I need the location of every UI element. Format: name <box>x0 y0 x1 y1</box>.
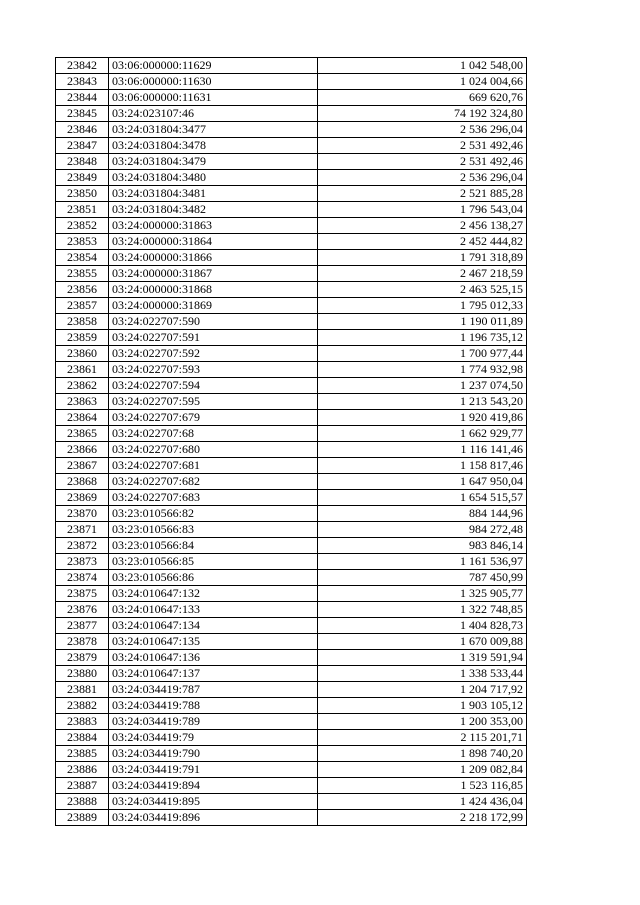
cadastral-number-cell: 03:23:010566:84 <box>109 538 318 554</box>
row-number-cell: 23868 <box>56 474 109 490</box>
table-row <box>56 570 527 586</box>
value-cell: 1 116 141,46 <box>318 442 527 458</box>
cadastral-value-table <box>55 57 527 826</box>
table-row <box>56 250 527 266</box>
row-number-cell: 23843 <box>56 74 109 90</box>
table-row <box>56 266 527 282</box>
value-cell: 1 774 932,98 <box>318 362 527 378</box>
value-cell: 1 903 105,12 <box>318 698 527 714</box>
value-cell: 1 338 533,44 <box>318 666 527 682</box>
table-row <box>56 522 527 538</box>
cadastral-number-cell: 03:24:034419:787 <box>109 682 318 698</box>
table-row <box>56 202 527 218</box>
row-number-cell: 23873 <box>56 554 109 570</box>
table-row <box>56 362 527 378</box>
row-number-cell: 23866 <box>56 442 109 458</box>
value-cell: 884 144,96 <box>318 506 527 522</box>
row-number-cell: 23881 <box>56 682 109 698</box>
value-cell: 2 115 201,71 <box>318 730 527 746</box>
table-row <box>56 538 527 554</box>
row-number-cell: 23878 <box>56 634 109 650</box>
row-number-cell: 23848 <box>56 154 109 170</box>
cadastral-number-cell: 03:23:010566:85 <box>109 554 318 570</box>
value-cell: 1 670 009,88 <box>318 634 527 650</box>
cadastral-number-cell: 03:24:031804:3482 <box>109 202 318 218</box>
row-number-cell: 23875 <box>56 586 109 602</box>
value-cell: 1 161 536,97 <box>318 554 527 570</box>
table-row <box>56 442 527 458</box>
row-number-cell: 23854 <box>56 250 109 266</box>
row-number-cell: 23855 <box>56 266 109 282</box>
table-row <box>56 650 527 666</box>
row-number-cell: 23862 <box>56 378 109 394</box>
value-cell: 2 536 296,04 <box>318 170 527 186</box>
table-row <box>56 714 527 730</box>
table-row <box>56 378 527 394</box>
cadastral-number-cell: 03:24:022707:595 <box>109 394 318 410</box>
value-cell: 1 647 950,04 <box>318 474 527 490</box>
row-number-cell: 23872 <box>56 538 109 554</box>
value-cell: 669 620,76 <box>318 90 527 106</box>
row-number-cell: 23876 <box>56 602 109 618</box>
row-number-cell: 23887 <box>56 778 109 794</box>
row-number-cell: 23888 <box>56 794 109 810</box>
row-number-cell: 23860 <box>56 346 109 362</box>
cadastral-number-cell: 03:24:022707:593 <box>109 362 318 378</box>
cadastral-number-cell: 03:24:034419:79 <box>109 730 318 746</box>
cadastral-number-cell: 03:24:034419:788 <box>109 698 318 714</box>
value-cell: 2 456 138,27 <box>318 218 527 234</box>
cadastral-number-cell: 03:24:000000:31866 <box>109 250 318 266</box>
table-row <box>56 730 527 746</box>
row-number-cell: 23879 <box>56 650 109 666</box>
value-cell: 2 531 492,46 <box>318 138 527 154</box>
cadastral-number-cell: 03:23:010566:83 <box>109 522 318 538</box>
cadastral-number-cell: 03:24:034419:791 <box>109 762 318 778</box>
table-row <box>56 554 527 570</box>
row-number-cell: 23885 <box>56 746 109 762</box>
cadastral-number-cell: 03:24:022707:68 <box>109 426 318 442</box>
row-number-cell: 23853 <box>56 234 109 250</box>
value-cell: 1 920 419,86 <box>318 410 527 426</box>
cadastral-number-cell: 03:24:022707:590 <box>109 314 318 330</box>
value-cell: 1 523 116,85 <box>318 778 527 794</box>
value-cell: 1 898 740,20 <box>318 746 527 762</box>
table-row <box>56 474 527 490</box>
cadastral-number-cell: 03:24:031804:3477 <box>109 122 318 138</box>
value-cell: 1 404 828,73 <box>318 618 527 634</box>
row-number-cell: 23884 <box>56 730 109 746</box>
value-cell: 1 190 011,89 <box>318 314 527 330</box>
row-number-cell: 23858 <box>56 314 109 330</box>
table-row <box>56 298 527 314</box>
value-cell: 1 024 004,66 <box>318 74 527 90</box>
value-cell: 1 700 977,44 <box>318 346 527 362</box>
table-row <box>56 234 527 250</box>
value-cell: 1 042 548,00 <box>318 58 527 74</box>
row-number-cell: 23867 <box>56 458 109 474</box>
table-row <box>56 394 527 410</box>
row-number-cell: 23865 <box>56 426 109 442</box>
row-number-cell: 23856 <box>56 282 109 298</box>
cadastral-number-cell: 03:24:010647:135 <box>109 634 318 650</box>
cadastral-number-cell: 03:23:010566:86 <box>109 570 318 586</box>
table-row <box>56 282 527 298</box>
cadastral-number-cell: 03:24:022707:683 <box>109 490 318 506</box>
row-number-cell: 23863 <box>56 394 109 410</box>
table-row <box>56 762 527 778</box>
table-row <box>56 122 527 138</box>
cadastral-number-cell: 03:24:010647:136 <box>109 650 318 666</box>
table-row <box>56 186 527 202</box>
row-number-cell: 23852 <box>56 218 109 234</box>
value-cell: 787 450,99 <box>318 570 527 586</box>
row-number-cell: 23869 <box>56 490 109 506</box>
row-number-cell: 23850 <box>56 186 109 202</box>
table-row <box>56 346 527 362</box>
row-number-cell: 23877 <box>56 618 109 634</box>
value-cell: 2 452 444,82 <box>318 234 527 250</box>
cadastral-number-cell: 03:06:000000:11630 <box>109 74 318 90</box>
value-cell: 2 521 885,28 <box>318 186 527 202</box>
table-row <box>56 810 527 826</box>
cadastral-number-cell: 03:24:034419:896 <box>109 810 318 826</box>
row-number-cell: 23870 <box>56 506 109 522</box>
cadastral-number-cell: 03:24:010647:132 <box>109 586 318 602</box>
table-row <box>56 74 527 90</box>
row-number-cell: 23846 <box>56 122 109 138</box>
cadastral-number-cell: 03:24:031804:3480 <box>109 170 318 186</box>
table-row <box>56 90 527 106</box>
cadastral-number-cell: 03:24:022707:680 <box>109 442 318 458</box>
value-cell: 1 662 929,77 <box>318 426 527 442</box>
cadastral-number-cell: 03:24:022707:591 <box>109 330 318 346</box>
value-cell: 2 536 296,04 <box>318 122 527 138</box>
table-body <box>56 58 527 826</box>
row-number-cell: 23859 <box>56 330 109 346</box>
value-cell: 1 209 082,84 <box>318 762 527 778</box>
value-cell: 983 846,14 <box>318 538 527 554</box>
cadastral-number-cell: 03:24:022707:594 <box>109 378 318 394</box>
cadastral-number-cell: 03:24:034419:895 <box>109 794 318 810</box>
value-cell: 1 424 436,04 <box>318 794 527 810</box>
cadastral-number-cell: 03:24:000000:31868 <box>109 282 318 298</box>
row-number-cell: 23880 <box>56 666 109 682</box>
table-row <box>56 154 527 170</box>
row-number-cell: 23886 <box>56 762 109 778</box>
table-row <box>56 634 527 650</box>
table-row <box>56 698 527 714</box>
cadastral-number-cell: 03:24:010647:133 <box>109 602 318 618</box>
table-row <box>56 170 527 186</box>
row-number-cell: 23889 <box>56 810 109 826</box>
cadastral-number-cell: 03:24:000000:31863 <box>109 218 318 234</box>
table-row <box>56 410 527 426</box>
cadastral-number-cell: 03:24:022707:682 <box>109 474 318 490</box>
value-cell: 1 319 591,94 <box>318 650 527 666</box>
cadastral-number-cell: 03:24:034419:790 <box>109 746 318 762</box>
table-row <box>56 138 527 154</box>
cadastral-number-cell: 03:24:000000:31867 <box>109 266 318 282</box>
row-number-cell: 23874 <box>56 570 109 586</box>
row-number-cell: 23857 <box>56 298 109 314</box>
value-cell: 74 192 324,80 <box>318 106 527 122</box>
table-row <box>56 586 527 602</box>
value-cell: 1 654 515,57 <box>318 490 527 506</box>
value-cell: 1 795 012,33 <box>318 298 527 314</box>
value-cell: 1 237 074,50 <box>318 378 527 394</box>
value-cell: 1 791 318,89 <box>318 250 527 266</box>
value-cell: 1 158 817,46 <box>318 458 527 474</box>
table-row <box>56 666 527 682</box>
cadastral-number-cell: 03:24:010647:134 <box>109 618 318 634</box>
cadastral-number-cell: 03:06:000000:11631 <box>109 90 318 106</box>
cadastral-number-cell: 03:24:031804:3479 <box>109 154 318 170</box>
table-row <box>56 58 527 74</box>
cadastral-number-cell: 03:24:034419:894 <box>109 778 318 794</box>
value-cell: 1 196 735,12 <box>318 330 527 346</box>
row-number-cell: 23851 <box>56 202 109 218</box>
table-row <box>56 218 527 234</box>
row-number-cell: 23861 <box>56 362 109 378</box>
cadastral-number-cell: 03:24:022707:681 <box>109 458 318 474</box>
cadastral-number-cell: 03:24:022707:592 <box>109 346 318 362</box>
value-cell: 984 272,48 <box>318 522 527 538</box>
row-number-cell: 23845 <box>56 106 109 122</box>
value-cell: 2 467 218,59 <box>318 266 527 282</box>
row-number-cell: 23864 <box>56 410 109 426</box>
value-cell: 2 531 492,46 <box>318 154 527 170</box>
value-cell: 1 200 353,00 <box>318 714 527 730</box>
cadastral-number-cell: 03:24:000000:31864 <box>109 234 318 250</box>
cadastral-number-cell: 03:24:034419:789 <box>109 714 318 730</box>
value-cell: 1 796 543,04 <box>318 202 527 218</box>
cadastral-number-cell: 03:24:022707:679 <box>109 410 318 426</box>
value-cell: 1 204 717,92 <box>318 682 527 698</box>
cadastral-number-cell: 03:24:031804:3478 <box>109 138 318 154</box>
value-cell: 2 463 525,15 <box>318 282 527 298</box>
cadastral-number-cell: 03:24:023107:46 <box>109 106 318 122</box>
row-number-cell: 23882 <box>56 698 109 714</box>
value-cell: 1 325 905,77 <box>318 586 527 602</box>
table-row <box>56 330 527 346</box>
row-number-cell: 23883 <box>56 714 109 730</box>
table-row <box>56 490 527 506</box>
table-row <box>56 426 527 442</box>
cadastral-number-cell: 03:24:000000:31869 <box>109 298 318 314</box>
value-cell: 1 322 748,85 <box>318 602 527 618</box>
table-row <box>56 794 527 810</box>
row-number-cell: 23844 <box>56 90 109 106</box>
cadastral-number-cell: 03:24:010647:137 <box>109 666 318 682</box>
cadastral-number-cell: 03:23:010566:82 <box>109 506 318 522</box>
table-row <box>56 458 527 474</box>
value-cell: 2 218 172,99 <box>318 810 527 826</box>
row-number-cell: 23842 <box>56 58 109 74</box>
table-row <box>56 618 527 634</box>
table-row <box>56 778 527 794</box>
row-number-cell: 23847 <box>56 138 109 154</box>
table-row <box>56 506 527 522</box>
row-number-cell: 23871 <box>56 522 109 538</box>
table-row <box>56 314 527 330</box>
value-cell: 1 213 543,20 <box>318 394 527 410</box>
table-row <box>56 602 527 618</box>
table-row <box>56 746 527 762</box>
cadastral-number-cell: 03:06:000000:11629 <box>109 58 318 74</box>
cadastral-number-cell: 03:24:031804:3481 <box>109 186 318 202</box>
table-row <box>56 106 527 122</box>
row-number-cell: 23849 <box>56 170 109 186</box>
table-row <box>56 682 527 698</box>
